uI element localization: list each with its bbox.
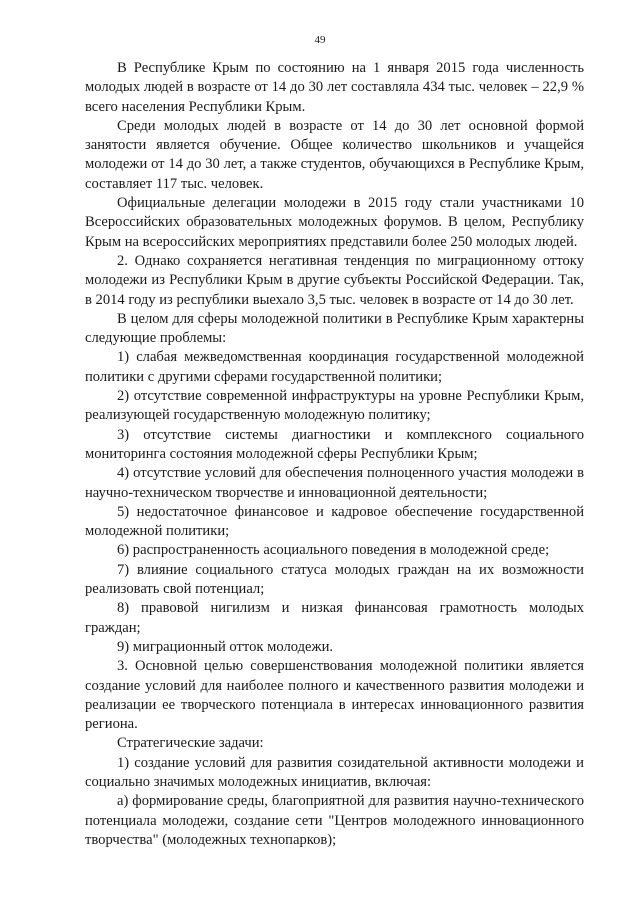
paragraph-strategic-tasks-heading: Стратегические задачи: [117,735,264,752]
paragraph-main-goal: 3. Основной целью совершенствования молодежной политики является создание условий для наиболее полного и качественного развития молодежи и реализации ее творческого потенциала в интересах инновационного развития региона. [85,658,584,733]
paragraph-migration: 2. Однако сохраняется негативная тенденция по миграционному оттоку молодежи из Республики Крым в другие субъекты Российской Федерации. Так, в 2014 году из республики выехало 3,5 тыс. человек в возрасте от 14 до 30 лет. [85,252,584,308]
problem-item: 5) недостаточное финансовое и кадровое обеспечение государственной молодежной политики; [85,503,584,540]
page-number: 49 [314,34,326,46]
paragraph-problems-intro: В целом для сферы молодежной политики в Республике Крым характерны следующие проблемы: [85,310,584,347]
problem-item: 8) правовой нигилизм и низкая финансовая грамотность молодых граждан; [85,600,584,636]
problem-item: 4) отсутствие условий для обеспечения полноценного участия молодежи в научно-техническом творчестве и инновационной деятельности; [85,465,584,501]
problem-item: 6) распространенность асоциального поведения в молодежной среде; [117,542,550,559]
problem-item: 1) слабая межведомственная координация государственной молодежной политики с другими сферами государственной политики; [85,349,584,385]
document-body [85,59,584,850]
paragraph-employment: Среди молодых людей в возрасте от 14 до 30 лет основной формой занятости является обучение. Общее количество школьников и учащейся молодежи от 14 до 30 лет, а также студентов, обучающихся в Республике Крым, составляет 117 тыс. человек. [85,117,584,192]
problem-item: 9) миграционный отток молодежи. [117,638,334,655]
problem-item: 3) отсутствие системы диагностики и комплексного социального мониторинга состояния молодежной сферы Республики Крым; [85,426,584,462]
problem-item: 2) отсутствие современной инфраструктуры на уровне Республики Крым, реализующей государственную молодежную политику; [85,388,584,424]
paragraph-population: В Республике Крым по состоянию на 1 января 2015 года численность молодых людей в возрасте от 14 до 30 лет составляла 434 тыс. человек – 22,9 % всего населения Республики Крым. [85,60,584,115]
paragraph-delegations: Официальные делегации молодежи в 2015 году стали участниками 10 Всероссийских образовательных молодежных форумов. В целом, Республику Крым на всероссийских мероприятиях представили более 250 молодых людей. [85,195,584,250]
problem-item: 7) влияние социального статуса молодых граждан на их возможности реализовать свой потенциал; [85,561,584,598]
task-item: 1) создание условий для развития созидательной активности молодежи и социально значимых молодежных инициатив, включая: [85,754,584,790]
task-subitem: а) формирование среды, благоприятной для развития научно-технического потенциала молодежи, создание сети "Центров молодежного инновационного творчества" (молодежных технопарков); [85,793,584,848]
